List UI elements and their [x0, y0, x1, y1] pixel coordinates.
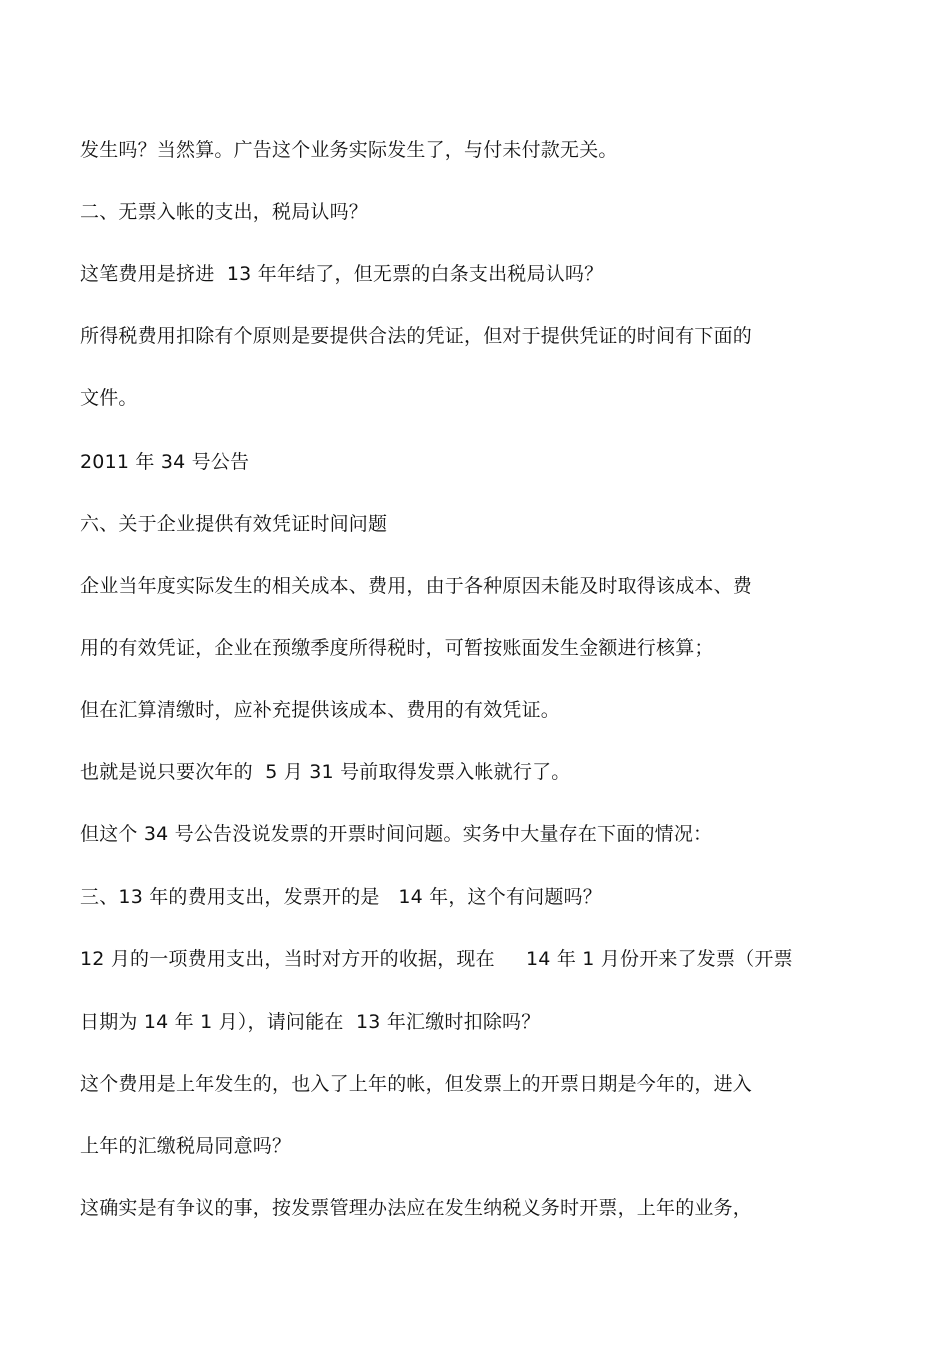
- paragraph-line: 这确实是有争议的事，按发票管理办法应在发生纳税义务时开票，上年的业务，: [80, 1197, 753, 1219]
- paragraph-line: 所得税费用扣除有个原则是要提供合法的凭证，但对于提供凭证的时间有下面的: [80, 325, 753, 347]
- paragraph-line: 企业当年度实际发生的相关成本、费用，由于各种原因未能及时取得该成本、费: [80, 575, 753, 597]
- paragraph-line: 但这个 34 号公告没说发票的开票时间问题。实务中大量存在下面的情况：: [80, 823, 713, 845]
- section-heading: 三、13 年的费用支出，发票开的是 14 年，这个有问题吗？: [80, 886, 602, 908]
- paragraph-line: 这个费用是上年发生的，也入了上年的帐，但发票上的开票日期是今年的，进入: [80, 1073, 753, 1095]
- paragraph-line: 上年的汇缴税局同意吗？: [80, 1135, 292, 1157]
- section-heading: 二、无票入帐的支出，税局认吗？: [80, 201, 369, 223]
- paragraph-line: 日期为 14 年 1 月），请问能在 13 年汇缴时扣除吗？: [80, 1011, 541, 1033]
- paragraph-line: 12 月的一项费用支出，当时对方开的收据，现在 14 年 1 月份开来了发票（开票: [80, 948, 793, 970]
- paragraph-line: 用的有效凭证，企业在预缴季度所得税时，可暂按账面发生金额进行核算；: [80, 637, 714, 659]
- paragraph-line: 但在汇算清缴时，应补充提供该成本、费用的有效凭证。: [80, 699, 561, 721]
- paragraph-line: 这笔费用是挤进 13 年年结了，但无票的白条支出税局认吗？: [80, 263, 604, 285]
- section-heading: 六、关于企业提供有效凭证时间问题: [80, 513, 388, 535]
- paragraph-line: 文件。: [80, 387, 138, 409]
- paragraph-line: 2011 年 34 号公告: [80, 451, 250, 473]
- paragraph-line: 发生吗？当然算。广告这个业务实际发生了，与付未付款无关。: [80, 139, 618, 161]
- paragraph-line: 也就是说只要次年的 5 月 31 号前取得发票入帐就行了。: [80, 761, 571, 783]
